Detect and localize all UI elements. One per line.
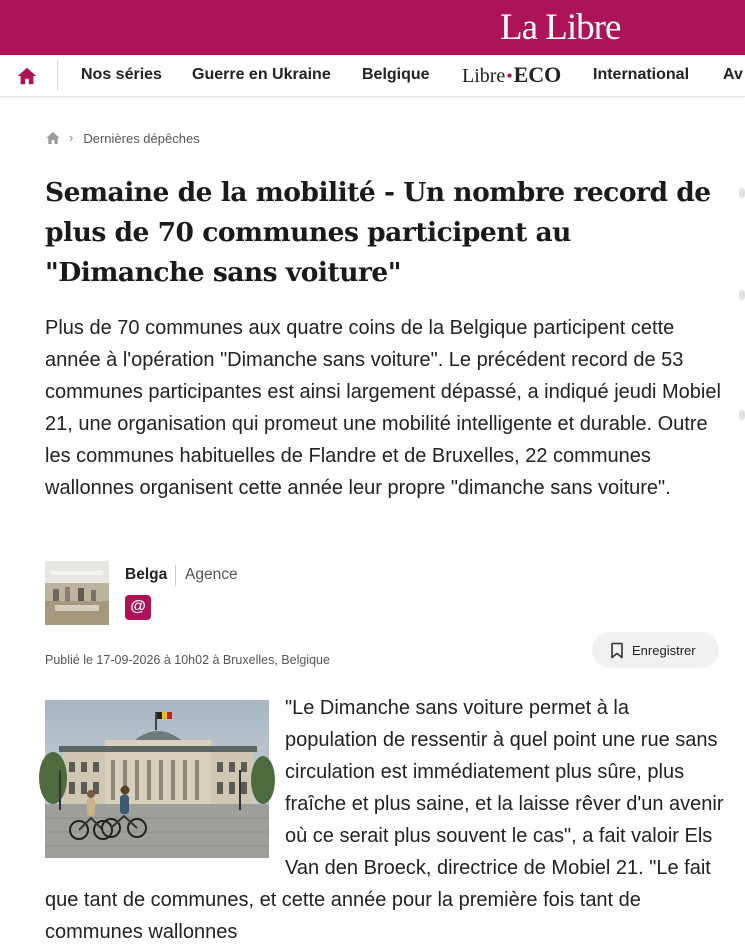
save-button[interactable] bbox=[592, 632, 719, 668]
article-lead: Plus de 70 communes aux quatre coins de la Belgique participent cette année à l'opération "Dimanche sans voiture". Le précédent record de 53 communes participantes est ainsi largement dépassé, a indiqué jeudi Mobiel 21, une organisation qui promeut une mobilité intelligente et durable. Outre les communes habituelles de Flandre et de Bruxelles, 22 communes wallonnes organisent cette année leur propre "dimanche sans voiture". bbox=[45, 317, 721, 499]
article-body-paragraph: "Le Dimanche sans voiture permet à la population de ressentir à quel point une rue sans circulation est immédiatement plus sûre, plus fraîche et plus saine, et la laisse rêver d'un avenir où ce serait plus souvent le cas", a fait valoir Els Van den Broeck, directrice de Mobiel 21. "Le fait que tant de communes, et cette année pour la première fois tant de communes wallonnes bbox=[45, 697, 724, 943]
nav-item-international[interactable]: International bbox=[593, 66, 690, 83]
nav-item-truncated[interactable]: Av bbox=[723, 66, 743, 83]
home-icon[interactable] bbox=[16, 65, 38, 87]
nav-item-nos-series[interactable]: Nos séries bbox=[81, 66, 162, 83]
nav-item-libre-eco[interactable] bbox=[462, 62, 561, 88]
scroll-indicator bbox=[739, 188, 745, 198]
avatar-image bbox=[45, 561, 109, 625]
main-nav bbox=[0, 55, 745, 97]
scroll-indicator bbox=[739, 410, 745, 420]
publish-date: Publié le 17-09-2026 à 10h02 à Bruxelles, Belgique bbox=[45, 653, 330, 667]
article-body bbox=[45, 692, 725, 948]
breadcrumb bbox=[45, 129, 200, 147]
author-avatar[interactable] bbox=[45, 561, 109, 625]
site-header bbox=[0, 0, 745, 55]
article-title: Semaine de la mobilité - Un nombre record de plus de 70 communes participent au "Dimanche sans voiture" bbox=[45, 177, 711, 288]
author-role: Agence bbox=[185, 566, 238, 583]
libre-eco-eco: ECO bbox=[513, 62, 562, 87]
libre-eco-libre: Libre bbox=[462, 65, 506, 87]
libre-eco-dot: • bbox=[506, 66, 513, 86]
email-icon[interactable]: @ bbox=[125, 595, 151, 620]
nav-item-belgique[interactable]: Belgique bbox=[362, 66, 430, 83]
breadcrumb-link[interactable]: Dernières dépêches bbox=[83, 130, 200, 146]
scroll-indicator bbox=[739, 290, 745, 300]
author-name[interactable]: Belga bbox=[125, 566, 168, 583]
author-divider bbox=[175, 565, 176, 586]
home-icon[interactable] bbox=[45, 130, 61, 146]
photo-spacer bbox=[45, 692, 285, 858]
save-button-label: Enregistrer bbox=[632, 642, 696, 658]
nav-divider bbox=[57, 60, 58, 91]
site-logo[interactable]: La Libre bbox=[500, 7, 621, 48]
chevron-right-icon: › bbox=[69, 130, 74, 145]
nav-item-guerre-en-ukraine[interactable]: Guerre en Ukraine bbox=[192, 66, 331, 83]
bookmark-icon bbox=[610, 642, 624, 659]
